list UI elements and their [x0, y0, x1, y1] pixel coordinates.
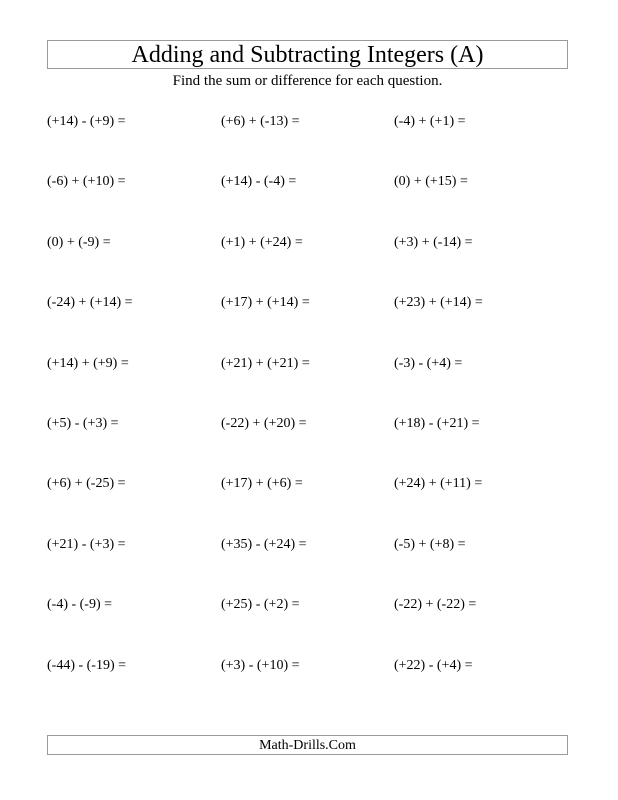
problem-11: (+17) + (+14) = [221, 295, 310, 311]
problem-24: (-5) + (+8) = [394, 536, 466, 552]
instructions: Find the sum or difference for each question. [172, 73, 443, 89]
problem-grid [47, 113, 568, 713]
problem-27: (-22) + (-22) = [394, 597, 477, 613]
problem-8: (+1) + (+24) = [221, 234, 303, 250]
problem-15: (-3) - (+4) = [394, 355, 463, 371]
problem-22: (+21) - (+3) = [47, 536, 126, 552]
problem-28: (-44) - (-19) = [47, 657, 127, 673]
problem-25: (-4) - (-9) = [47, 597, 113, 613]
problem-18: (+18) - (+21) = [394, 415, 480, 431]
problem-1: (+14) - (+9) = [47, 114, 126, 129]
problem-21: (+24) + (+11) = [394, 476, 483, 492]
problem-6: (0) + (+15) = [394, 174, 468, 190]
problem-30: (+22) - (+4) = [394, 657, 473, 673]
problem-5: (+14) - (-4) = [221, 174, 297, 190]
problem-20: (+17) + (+6) = [221, 476, 303, 492]
problem-13: (+14) + (+9) = [47, 355, 129, 371]
problem-26: (+25) - (+2) = [221, 597, 300, 613]
problem-19: (+6) + (-25) = [47, 476, 126, 492]
problem-12: (+23) + (+14) = [394, 295, 483, 311]
title-box [47, 40, 568, 69]
problem-23: (+35) - (+24) = [221, 536, 307, 552]
problem-17: (-22) + (+20) = [221, 415, 307, 431]
footer-box [47, 735, 568, 755]
footer-credit: Math-Drills.Com [259, 738, 356, 753]
problem-9: (+3) + (-14) = [394, 234, 473, 250]
problem-29: (+3) - (+10) = [221, 657, 300, 673]
problem-4: (-6) + (+10) = [47, 174, 126, 190]
problem-16: (+5) - (+3) = [47, 415, 119, 431]
page-title: Adding and Subtracting Integers (A) [131, 42, 484, 68]
problem-10: (-24) + (+14) = [47, 295, 133, 311]
problem-14: (+21) + (+21) = [221, 355, 310, 371]
problem-7: (0) + (-9) = [47, 234, 111, 250]
problem-2: (+6) + (-13) = [221, 114, 300, 129]
problem-3: (-4) + (+1) = [394, 114, 466, 129]
